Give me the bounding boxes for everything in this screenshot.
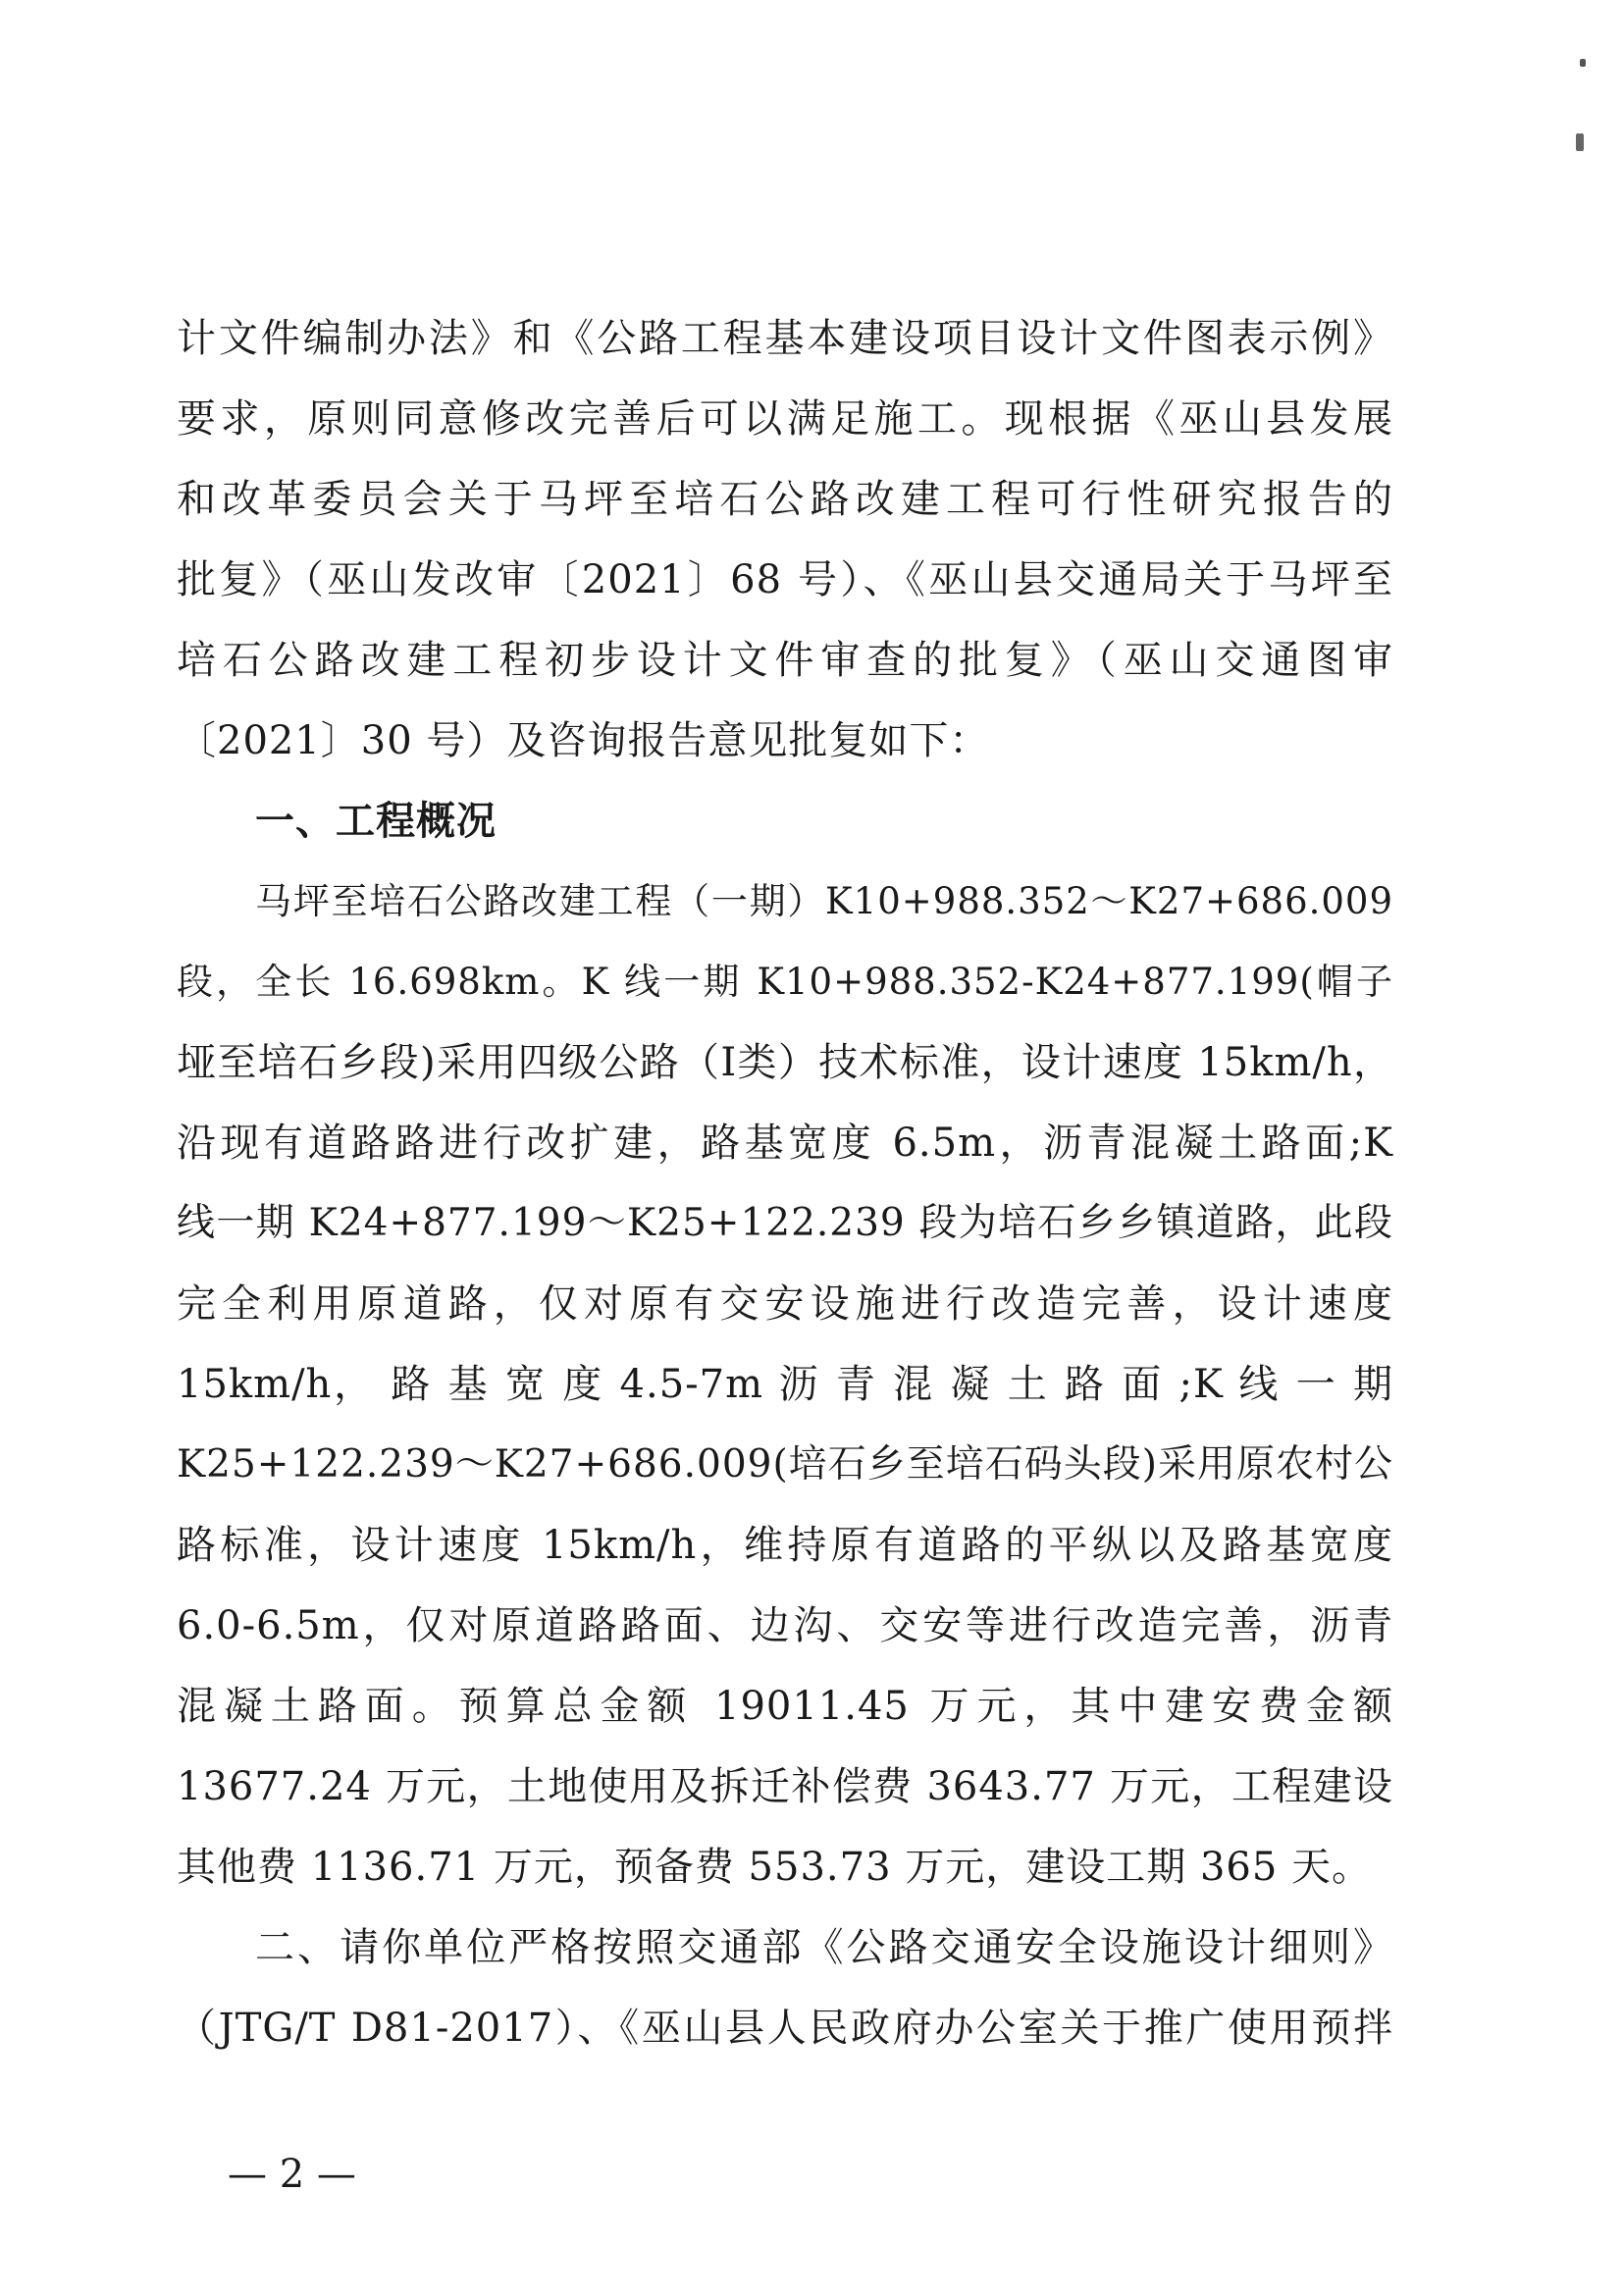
page-number: — 2 — [228,2152,356,2197]
body-line: 13677.24 万元，土地使用及拆迁补偿费 3643.77 万元，工程建设 [177,1764,1393,1809]
section-heading: 一、工程概况 [255,799,497,844]
body-line: 批复》（巫山发改审〔2021〕68 号）、《巫山县交通局关于马坪至 [177,557,1393,602]
body-line: 计文件编制办法》和《公路工程基本建设项目设计文件图表示例》 [177,316,1393,361]
body-line: 混凝土路面。预算总金额 19011.45 万元，其中建安费金额 [177,1684,1393,1729]
body-line: 和改革委员会关于马坪至培石公路改建工程可行性研究报告的 [177,477,1393,522]
document-body [177,298,1393,2068]
body-line: K25+122.239～K27+686.009(培石乡至培石码头段)采用原农村公 [177,1442,1393,1487]
scan-artifact [1580,59,1586,67]
body-line: 〔2021〕30 号）及咨询报告意见批复如下： [177,718,990,763]
body-line: 路标准，设计速度 15km/h，维持原有道路的平纵以及路基宽度 [177,1523,1393,1568]
body-line: 完全利用原道路，仅对原有交安设施进行改造完善，设计速度 [177,1281,1393,1327]
body-line: 培石公路改建工程初步设计文件审查的批复》（巫山交通图审 [177,638,1393,683]
body-line: 垭至培石乡段)采用四级公路（Ⅰ类）技术标准，设计速度 15km/h， [177,1040,1393,1085]
body-line: 沿现有道路路进行改扩建，路基宽度 6.5m，沥青混凝土路面;K [177,1121,1393,1166]
body-line: 15km/h， 路 基 宽 度 4.5-7m 沥 青 混 凝 土 路 面 ;K 线 一 期 [177,1362,1393,1407]
body-line: 二、请你单位严格按照交通部《公路交通安全设施设计细则》 [255,1925,1393,1970]
body-line: 要求，原则同意修改完善后可以满足施工。现根据《巫山县发展 [177,396,1393,442]
body-line: 其他费 1136.71 万元，预备费 553.73 万元，建设工期 365 天。 [177,1845,1373,1890]
body-line: 线一期 K24+877.199～K25+122.239 段为培石乡乡镇道路，此段 [177,1201,1393,1245]
scan-artifact [1576,133,1584,151]
body-line: 6.0-6.5m，仅对原道路路面、边沟、交安等进行改造完善，沥青 [177,1603,1393,1648]
body-line: 段，全长 16.698km。K 线一期 K10+988.352-K24+877.199(帽子 [177,961,1393,1003]
body-line: 马坪至培石公路改建工程（一期）K10+988.352～K27+686.009 [255,880,1393,922]
body-line: （JTG/T D81-2017）、《巫山县人民政府办公室关于推广使用预拌 [177,2006,1393,2051]
